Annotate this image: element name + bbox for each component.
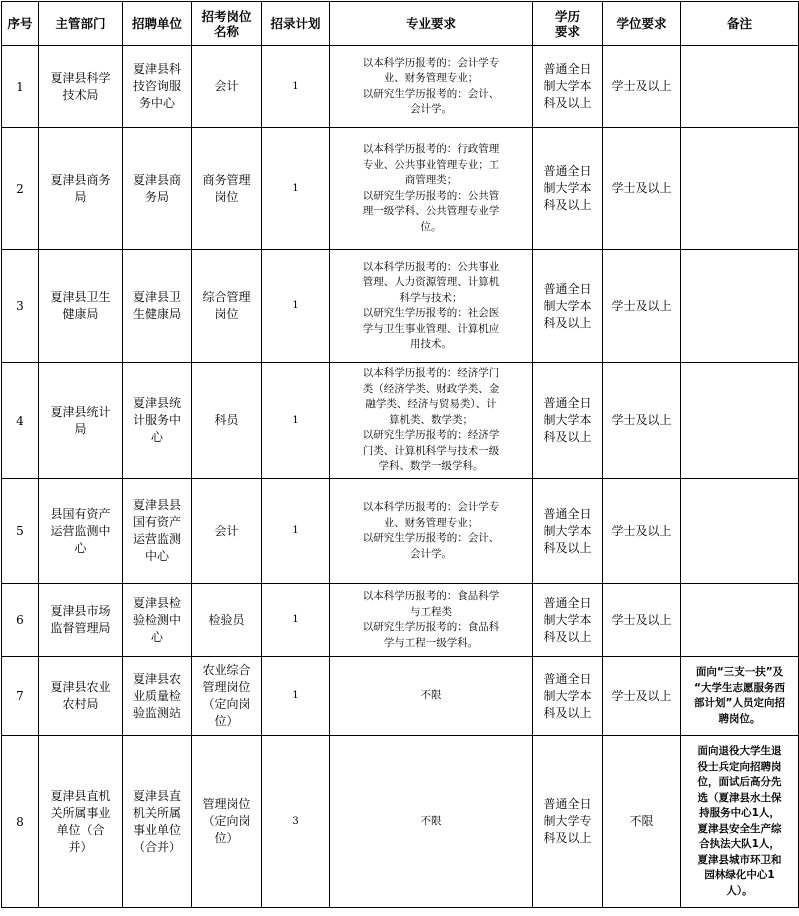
cell-edu: 普通全日 制大学本 科及以上 (533, 46, 603, 128)
cell-plan: 1 (262, 479, 330, 584)
cell-edu: 普通全日 制大学本 科及以上 (533, 250, 603, 363)
recruitment-table (1, 1, 799, 908)
cell-unit: 夏津县统 计服务中 心 (123, 363, 192, 479)
cell-degree: 学士及以上 (603, 250, 681, 363)
cell-edu: 普通全日 制大学本 科及以上 (533, 657, 603, 736)
cell-post: 管理岗位 （定向岗 位） (192, 736, 262, 908)
cell-unit: 夏津县县 国有资产 运营监测 中心 (123, 479, 192, 584)
cell-post: 会计 (192, 46, 262, 128)
cell-plan: 3 (262, 736, 330, 908)
header-degree: 学位要求 (603, 2, 681, 46)
cell-plan: 1 (262, 657, 330, 736)
cell-post: 综合管理 岗位 (192, 250, 262, 363)
cell-note (681, 46, 799, 128)
cell-note (681, 363, 799, 479)
table-row (2, 250, 799, 363)
cell-note (681, 250, 799, 363)
cell-seq: 2 (2, 128, 39, 250)
cell-edu: 普通全日 制大学专 科及以上 (533, 736, 603, 908)
cell-degree: 学士及以上 (603, 363, 681, 479)
cell-post: 会计 (192, 479, 262, 584)
cell-degree: 不限 (603, 736, 681, 908)
cell-dept: 夏津县科学 技术局 (39, 46, 123, 128)
header-seq: 序号 (2, 2, 39, 46)
cell-post: 检验员 (192, 584, 262, 657)
cell-post: 农业综合 管理岗位 （定向岗 位） (192, 657, 262, 736)
cell-major: 以本科学历报考的：公共事业 管理、人力资源管理、计算机 科学与技术； 以研究生学历报考的：社会医 学与卫生事业管理、计算机应 用技术。 (330, 250, 533, 363)
header-unit: 招聘单位 (123, 2, 192, 46)
cell-note: 面向退役大学生退 役士兵定向招聘岗 位，面试后高分先 选（夏津县水土保 持服务中心1人， 夏津县安全生产综 合执法大队1人， 夏津县城市环卫和 园林绿化中心1 人）。 (681, 736, 799, 908)
cell-dept: 夏津县直机 关所属事业 单位（合 并） (39, 736, 123, 908)
cell-dept: 夏津县商务 局 (39, 128, 123, 250)
cell-unit: 夏津县农 业质量检 验监测站 (123, 657, 192, 736)
cell-note: 面向“三支一扶”及 “大学生志愿服务西 部计划”人员定向招 聘岗位。 (681, 657, 799, 736)
cell-plan: 1 (262, 46, 330, 128)
cell-plan: 1 (262, 250, 330, 363)
table-row (2, 363, 799, 479)
cell-unit: 夏津县检 验检测中 心 (123, 584, 192, 657)
cell-edu: 普通全日 制大学本 科及以上 (533, 128, 603, 250)
cell-degree: 学士及以上 (603, 584, 681, 657)
cell-dept: 夏津县卫生 健康局 (39, 250, 123, 363)
cell-major: 以本科学历报考的：会计学专 业、财务管理专业； 以研究生学历报考的：会计、 会计学。 (330, 479, 533, 584)
cell-seq: 6 (2, 584, 39, 657)
table-row (2, 46, 799, 128)
cell-seq: 8 (2, 736, 39, 908)
cell-note (681, 128, 799, 250)
cell-edu: 普通全日 制大学本 科及以上 (533, 363, 603, 479)
cell-degree: 学士及以上 (603, 128, 681, 250)
header-row (2, 2, 799, 46)
cell-seq: 3 (2, 250, 39, 363)
header-dept: 主管部门 (39, 2, 123, 46)
cell-dept: 夏津县统计 局 (39, 363, 123, 479)
cell-post: 商务管理 岗位 (192, 128, 262, 250)
cell-degree: 学士及以上 (603, 657, 681, 736)
header-plan: 招录计划 (262, 2, 330, 46)
header-major: 专业要求 (330, 2, 533, 46)
table-row (2, 736, 799, 908)
header-edu: 学历 要求 (533, 2, 603, 46)
cell-degree: 学士及以上 (603, 479, 681, 584)
header-post: 招考岗位 名称 (192, 2, 262, 46)
table-row (2, 584, 799, 657)
cell-major: 以本科学历报考的：行政管理 专业、公共事业管理专业；工 商管理类； 以研究生学历报考的：公共管 理一级学科、公共管理专业学 位。 (330, 128, 533, 250)
cell-dept: 夏津县农业 农村局 (39, 657, 123, 736)
cell-plan: 1 (262, 363, 330, 479)
table-row (2, 128, 799, 250)
cell-plan: 1 (262, 128, 330, 250)
cell-seq: 5 (2, 479, 39, 584)
header-note: 备注 (681, 2, 799, 46)
table-row (2, 657, 799, 736)
cell-major: 不限 (330, 736, 533, 908)
cell-seq: 1 (2, 46, 39, 128)
cell-unit: 夏津县直 机关所属 事业单位 （合并） (123, 736, 192, 908)
cell-seq: 7 (2, 657, 39, 736)
cell-unit: 夏津县卫 生健康局 (123, 250, 192, 363)
cell-major: 以本科学历报考的：会计学专 业、财务管理专业； 以研究生学历报考的：会计、 会计学。 (330, 46, 533, 128)
cell-unit: 夏津县商 务局 (123, 128, 192, 250)
cell-post: 科员 (192, 363, 262, 479)
cell-major: 以本科学历报考的：经济学门 类（经济学类、财政学类、金 融学类、经济与贸易类）、计 算机类、数学类； 以研究生学历报考的：经济学 门类、计算机科学与技术一级 学科、数学一级学科。 (330, 363, 533, 479)
cell-unit: 夏津县科 技咨询服 务中心 (123, 46, 192, 128)
cell-dept: 县国有资产 运营监测中 心 (39, 479, 123, 584)
cell-edu: 普通全日 制大学本 科及以上 (533, 479, 603, 584)
cell-edu: 普通全日 制大学本 科及以上 (533, 584, 603, 657)
cell-seq: 4 (2, 363, 39, 479)
cell-plan: 1 (262, 584, 330, 657)
cell-dept: 夏津县市场 监督管理局 (39, 584, 123, 657)
cell-major: 以本科学历报考的：食品科学 与工程类 以研究生学历报考的：食品科 学与工程一级学科。 (330, 584, 533, 657)
cell-note (681, 479, 799, 584)
table-row (2, 479, 799, 584)
cell-degree: 学士及以上 (603, 46, 681, 128)
cell-note (681, 584, 799, 657)
cell-major: 不限 (330, 657, 533, 736)
